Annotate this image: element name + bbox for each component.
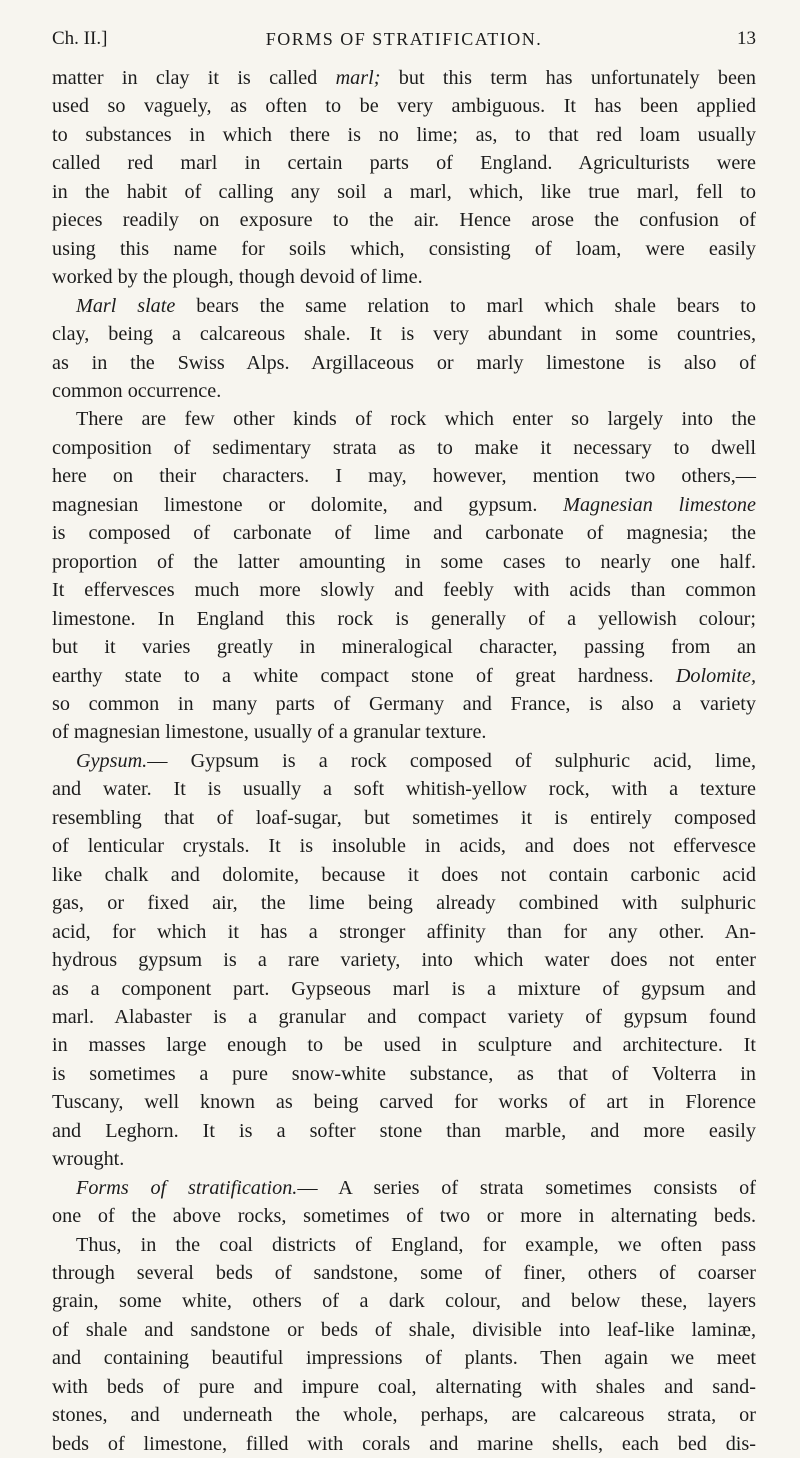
text-run: Thus, in the coal districts of England, for example, we often pass — [76, 1233, 756, 1256]
text-line — [52, 576, 756, 604]
text-line — [52, 1287, 756, 1315]
italic-term: marl; — [335, 67, 381, 89]
text-line — [52, 861, 756, 889]
text-line — [52, 1401, 756, 1429]
text-line — [52, 975, 756, 1003]
text-line — [52, 1003, 756, 1031]
text-run: of magnesian limestone, usually of a granular texture. — [52, 721, 487, 744]
text-run: with beds of pure and impure coal, alternating with shales and sand- — [52, 1375, 756, 1398]
text-line — [52, 1231, 756, 1259]
text-line — [52, 462, 756, 490]
text-run: pieces readily on exposure to the air. Hence arose the confusion of — [52, 209, 756, 232]
body-text — [52, 64, 756, 1458]
running-title: FORMS OF STRATIFICATION. — [265, 29, 543, 49]
text-run: — A series of strata sometimes consists of — [297, 1176, 756, 1199]
text-run: of lenticular crystals. It is insoluble in acids, and does not effervesce — [52, 835, 756, 858]
text-run: and containing beautiful impressions of plants. Then again we meet — [52, 1347, 756, 1370]
text-run: but this term has unfortunately been — [380, 67, 756, 89]
text-run: using this name for soils which, consisting of loam, were easily — [52, 237, 756, 260]
text-line — [52, 1202, 756, 1230]
text-run: common occurrence. — [52, 379, 222, 402]
text-line — [52, 918, 756, 946]
text-run: Tuscany, well known as being carved for works of art in Florence — [52, 1091, 756, 1114]
text-run: called red marl in certain parts of England. Agriculturists were — [52, 152, 756, 175]
text-line — [52, 92, 756, 120]
text-line — [52, 1031, 756, 1059]
text-run: used so vaguely, as often to be very ambiguous. It has been applied — [52, 95, 756, 118]
text-run: wrought. — [52, 1148, 125, 1171]
text-line — [52, 775, 756, 803]
text-line — [52, 1316, 756, 1344]
text-run: magnesian limestone or dolomite, and gypsum. — [52, 493, 564, 516]
text-run: as a component part. Gypseous marl is a mixture of gypsum and — [52, 977, 756, 1000]
text-line — [52, 633, 756, 661]
text-run: earthy state to a white compact stone of great hardness. — [52, 664, 676, 687]
text-line — [52, 548, 756, 576]
text-run: worked by the plough, though devoid of lime. — [52, 266, 423, 289]
text-run: but it varies greatly in mineralogical character, passing from an — [52, 636, 756, 659]
text-line — [52, 405, 756, 433]
text-line — [52, 377, 756, 405]
text-run: here on their characters. I may, however, mention two others,— — [52, 465, 756, 488]
text-line — [52, 149, 756, 177]
text-run: and water. It is usually a soft whitish-yellow rock, with a texture — [52, 778, 756, 801]
text-line — [52, 349, 756, 377]
text-line — [52, 64, 756, 92]
text-line — [52, 662, 756, 690]
text-run: as in the Swiss Alps. Argillaceous or marly limestone is also of — [52, 351, 756, 374]
text-run: There are few other kinds of rock which enter so largely into the — [76, 408, 756, 431]
text-run: matter in clay it is called — [52, 67, 336, 89]
text-line — [52, 178, 756, 206]
text-line — [52, 1060, 756, 1088]
text-run: one of the above rocks, sometimes of two or more in alternating beds. — [52, 1205, 756, 1228]
text-run: stones, and underneath the whole, perhaps, are calcareous strata, or — [52, 1404, 756, 1427]
text-run: grain, some white, others of a dark colour, and below these, layers — [52, 1290, 756, 1313]
text-run: is composed of carbonate of lime and carbonate of magnesia; the — [52, 522, 756, 545]
text-run: of shale and sandstone or beds of shale, divisible into leaf-like laminæ, — [52, 1318, 756, 1341]
text-line — [52, 263, 756, 291]
text-line — [52, 206, 756, 234]
text-line — [52, 1145, 756, 1173]
running-head — [52, 22, 756, 56]
text-run: proportion of the latter amounting in some cases to nearly one half. — [52, 550, 756, 573]
chapter-reference: Ch. II.] — [52, 28, 108, 49]
text-run: so common in many parts of Germany and France, is also a variety — [52, 692, 756, 715]
text-run: beds of limestone, filled with corals and marine shells, each bed dis- — [52, 1432, 756, 1455]
text-run: composition of sedimentary strata as to make it necessary to dwell — [52, 436, 756, 459]
text-line — [52, 1117, 756, 1145]
italic-term: Marl slate — [76, 294, 176, 317]
text-line — [52, 1174, 756, 1202]
text-line — [52, 946, 756, 974]
text-line — [52, 889, 756, 917]
text-line — [52, 804, 756, 832]
text-run: clay, being a calcareous shale. It is very abundant in some countries, — [52, 323, 756, 346]
text-run: — Gypsum is a rock composed of sulphuric acid, lime, — [147, 749, 756, 772]
text-line — [52, 491, 756, 519]
text-line — [52, 690, 756, 718]
text-run: like chalk and dolomite, because it does not contain carbonic acid — [52, 863, 756, 886]
text-run: It effervesces much more slowly and feebly with acids than common — [52, 579, 756, 602]
text-run: to substances in which there is no lime; as, to that red loam usually — [52, 123, 756, 146]
text-line — [52, 1344, 756, 1372]
text-line — [52, 747, 756, 775]
text-run: in the habit of calling any soil a marl, which, like true marl, fell to — [52, 180, 756, 203]
italic-term: Dolomite, — [675, 664, 756, 687]
text-line — [52, 1430, 756, 1458]
text-run: limestone. In England this rock is generally of a yellowish colour; — [52, 607, 756, 630]
text-run: and Leghorn. It is a softer stone than marble, and more easily — [52, 1119, 756, 1142]
text-line — [52, 434, 756, 462]
text-run: hydrous gypsum is a rare variety, into which water does not enter — [52, 949, 756, 972]
text-line — [52, 121, 756, 149]
text-line — [52, 832, 756, 860]
text-run: acid, for which it has a stronger affinity than for any other. An- — [52, 920, 756, 943]
italic-term: Magnesian limestone — [563, 493, 756, 516]
text-run: resembling that of loaf-sugar, but sometimes it is entirely composed — [52, 806, 756, 829]
italic-term: Forms of stratification. — [76, 1176, 298, 1199]
text-line — [52, 235, 756, 263]
text-line — [52, 605, 756, 633]
text-line — [52, 718, 756, 746]
text-run: in masses large enough to be used in sculpture and architecture. It — [52, 1034, 756, 1057]
text-run: gas, or fixed air, the lime being already combined with sulphuric — [52, 892, 756, 915]
text-run: is sometimes a pure snow-white substance, as that of Volterra in — [52, 1062, 756, 1085]
text-run: through several beds of sandstone, some of finer, others of coarser — [52, 1262, 756, 1285]
text-line — [52, 1259, 756, 1287]
page-number: 13 — [737, 28, 756, 49]
text-run: marl. Alabaster is a granular and compact variety of gypsum found — [52, 1005, 756, 1028]
text-line — [52, 1373, 756, 1401]
text-run: bears the same relation to marl which shale bears to — [175, 294, 756, 317]
text-line — [52, 320, 756, 348]
text-line — [52, 519, 756, 547]
text-line — [52, 292, 756, 320]
text-line — [52, 1088, 756, 1116]
italic-term: Gypsum. — [76, 749, 148, 772]
